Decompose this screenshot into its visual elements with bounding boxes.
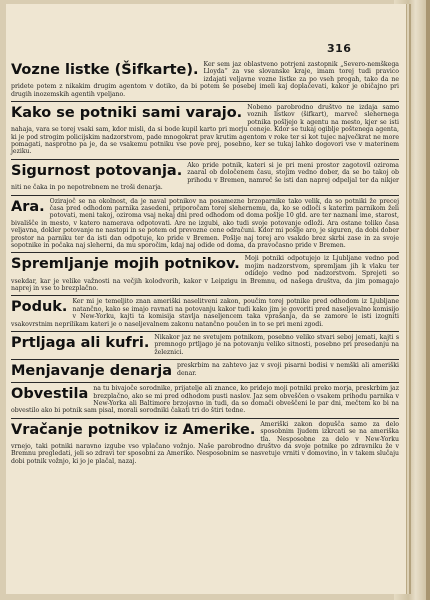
section-text: na tu bivajoče sorodnike, prijatelje ali znance, ko pridejo moji potniki preko morja, preskrbim jaz brezplačno, ako se mi pred odhodom pusti naslov. Jaz sem obveščen o vsakem prihodu parnika v New-Yorka ali Baltimore brzojavno in tudi, da so domači obveščeni le par dni, mečtem ko bi na obvestilo ako bi potnik sam pisal, morali sorodniki čakati tri do štiri tedne. <box>11 385 399 415</box>
page-stack-edge <box>426 0 430 600</box>
section-vozne-listke <box>11 59 399 102</box>
section-text: Ker mi je temeljito znan ameriški naselitveni zakon, poučim torej potnike pred odhodom iz Ljubljane natančno, kako se imajo ravnati na potovanju kakor tudi kako jim je govoriti pred naseljevalno komisijo v New-Yorku, kajti ta komisija stavlja naseljencem taka vprašanja, da se zamore le isti izogniti vsakovrstnim neprilikam kateri je o naseljevalnem zakonu natančno poučen in to se pri meni zgodi. <box>11 298 399 328</box>
section-spremljanje-mojih-potnikov <box>11 253 399 296</box>
page-number: 316 <box>327 42 352 55</box>
document-page <box>6 4 406 594</box>
section-text: Ameriški zakon dopušča samo za delo sposobnim ljudem izkrcati se na ameriška tla. Nesposobne za delo v New-Yorku vrnejo, taki potniki naravno izgube vso vplačano vožnjo. Naše parobrodno društvo da svoje potnike po zdravniku že v Bremnu pregledati, jeli so zdravi ter sposobni za Ameriko. Nesposobnim se nasvetuje vrniti v domovino, in v takem slučaju dobi potnik vožnjo, ki jo je plačal, nazaj. <box>11 420 399 465</box>
section-text: preskrbim na zahtevo jaz v svoji pisarni bodisi v nemški ali ameriški denar. <box>176 362 399 377</box>
section-heading: Kako se potniki sami varajo. <box>11 105 243 122</box>
section-heading: Sigurnost potovanja. <box>11 162 183 179</box>
section-kako-se-potniki-sami-varajo <box>11 102 399 160</box>
section-text: Nobeno parobrodno društvo ne izdaja samo voznih listkov (šifkart), marveč slehernega potnika pošljejo k agentu na mesto, kjer se isti nahaja, vara se torej vsaki sam, kdor misli, da si bode kupil karto pri morju ceneje. Kdor se tukaj ogiblje poštenega agenta, ki je pod strogim policijskim nadzorstvom, pade mnogokrat prav krutim agentom v roke ter si kot tujec največkrat ne more pomagati, nasprotno pa je, da se vsakemu potniku vse pove prej, posebno, ker se tukaj lahko dogovori vse v materinem jeziku. <box>11 104 399 156</box>
section-heading: Vračanje potnikov iz Amerike. <box>11 421 256 438</box>
section-vracanje-potnikov <box>11 419 399 468</box>
section-heading: Poduk. <box>11 299 68 316</box>
section-menjavanje-denarja <box>11 360 399 383</box>
section-poduk <box>11 296 399 332</box>
section-text: Ker sem jaz oblastveno potrjeni zastopnik „Severo-nemškega Lloyda“ za vse slovanske kraje, imam torej tudi pravico izdajati veljavne vozne listke za po vseh progah, tako da ne pridete potem z nikakim drugim agentom v dotiko, da bi potem še posebej imeli kaj doplačevati, kakor je običajno pri drugih inozemskih agentih vpeljano. <box>11 61 399 98</box>
section-text: Ako pride potnik, kateri si je pri meni prostor zagotovil oziroma zaaral ob določenem času, stojim vedno dober, da se bo takoj ob prihodu v Bremen, namreč še isti dan naprej odpeljal ter da nikjer niti ne čaka in po nepotrebnem ne troši denarja. <box>11 161 399 192</box>
section-text: Nikakor jaz ne svetujem potnikom, posebno veliko stvari seboj jemati, kajti s premnogo prtljago je na potovanju veliko sitnosti, posebno pri presedanju na železnici. <box>154 334 399 356</box>
section-text: Moji potniki odpotujejo iz Ljubljane vedno pod mojim nadzorstvom, spremljam jih k vlaku ter odidejo vedno pod nadzorstvom. Sprejeti so vsekdar, kar je velike važnosti na večjih kolodvorih, kakor v Leipzigu in Bremnu, od našega društva, da jim pomagajo naprej in vse to brezplačno. <box>11 255 399 292</box>
section-heading: Prtljaga ali kufri. <box>11 335 150 351</box>
section-text: Ozirajoč se na okolnost, da je naval potnikov na posamezne brzoparnike tako velik, da so potniki že precej časa pred odhodom parnika zasedeni, priporočam torej slehernemu, da, ko se odloči s katerim parnikom želi potovati, meni takoj, oziroma vsaj nekaj dni pred odhodom od doma pošlje 10 gld. are ter naznani ime, starost, bivališče in mesto, v katero namerava odpotovati. Are ne izgubi, ako tudi svoje potovanje odloži. Ara ostane toliko časa veljavna, dokler potovanje ne nastopi in se potem od prevozne cene odračuni. Kdor mi pošlje aro, je siguren, da dobi dober prostor na parniku ter da isti dan odpotuje, ko pride v Bremen. Pošlje naj torej aro vsakdo brez skrbi zase in za svoje sopotnike in počaka naj sleherni, da mu sporočim, kdaj naj odide od doma, da pravočasno pride v Bremen. <box>11 197 399 249</box>
section-ara <box>11 196 399 254</box>
section-sigurnost-potovanja <box>11 160 399 196</box>
section-heading: Menjavanje denarja <box>11 363 172 380</box>
section-heading: Ara. <box>11 198 45 215</box>
section-heading: Vozne listke (Šifkarte). <box>11 62 199 78</box>
page-content <box>11 59 399 468</box>
section-obvestila <box>11 383 399 419</box>
section-prtljaga-ali-kufri <box>11 332 399 360</box>
section-heading: Obvestila <box>11 386 89 403</box>
section-heading: Spremljanje mojih potnikov. <box>11 256 240 273</box>
